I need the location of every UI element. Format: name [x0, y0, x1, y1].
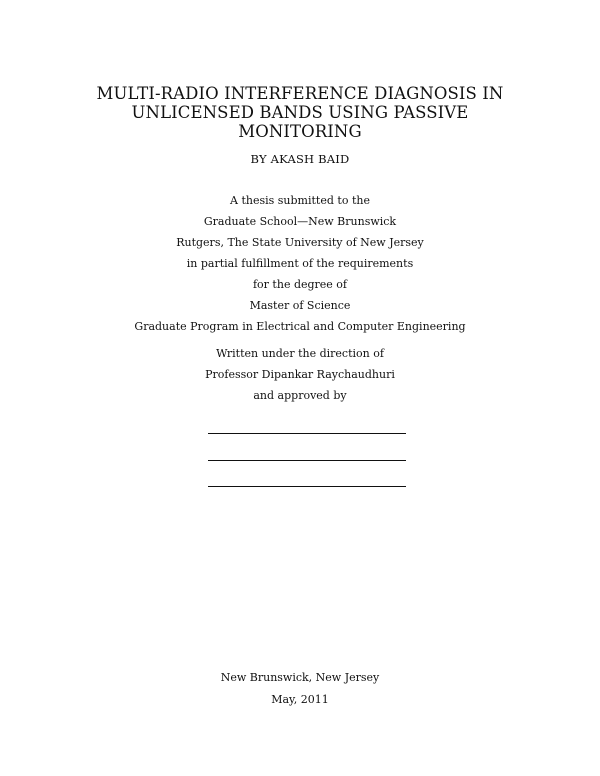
- signature-line-3: [208, 486, 406, 487]
- thesis-title-line-2: UNLICENSED BANDS USING PASSIVE: [131, 103, 469, 122]
- thesis-title: [0, 84, 600, 141]
- submission-line-4: in partial fulfillment of the requirements: [186, 257, 414, 270]
- graduate-program: Graduate Program in Electrical and Computer Engineering: [134, 320, 466, 333]
- advisor-name: Professor Dipankar Raychaudhuri: [205, 368, 395, 381]
- submission-line-5: for the degree of: [252, 278, 348, 291]
- submission-line-3: Rutgers, The State University of New Jersey: [176, 236, 424, 249]
- thesis-title-line-3: MONITORING: [238, 122, 362, 141]
- submission-line-2: Graduate School—New Brunswick: [203, 215, 397, 228]
- thesis-title-line-1: MULTI-RADIO INTERFERENCE DIAGNOSIS IN: [96, 84, 504, 103]
- approval-line: and approved by: [253, 389, 347, 402]
- submission-line-1: A thesis submitted to the: [230, 194, 370, 207]
- author-line: BY AKASH BAID: [250, 152, 350, 166]
- signature-line-2: [208, 460, 406, 461]
- degree-name: Master of Science: [249, 299, 351, 312]
- location: New Brunswick, New Jersey: [220, 671, 380, 684]
- direction-line-1: Written under the direction of: [216, 347, 384, 360]
- signature-line-1: [208, 433, 406, 434]
- date: May, 2011: [271, 693, 329, 706]
